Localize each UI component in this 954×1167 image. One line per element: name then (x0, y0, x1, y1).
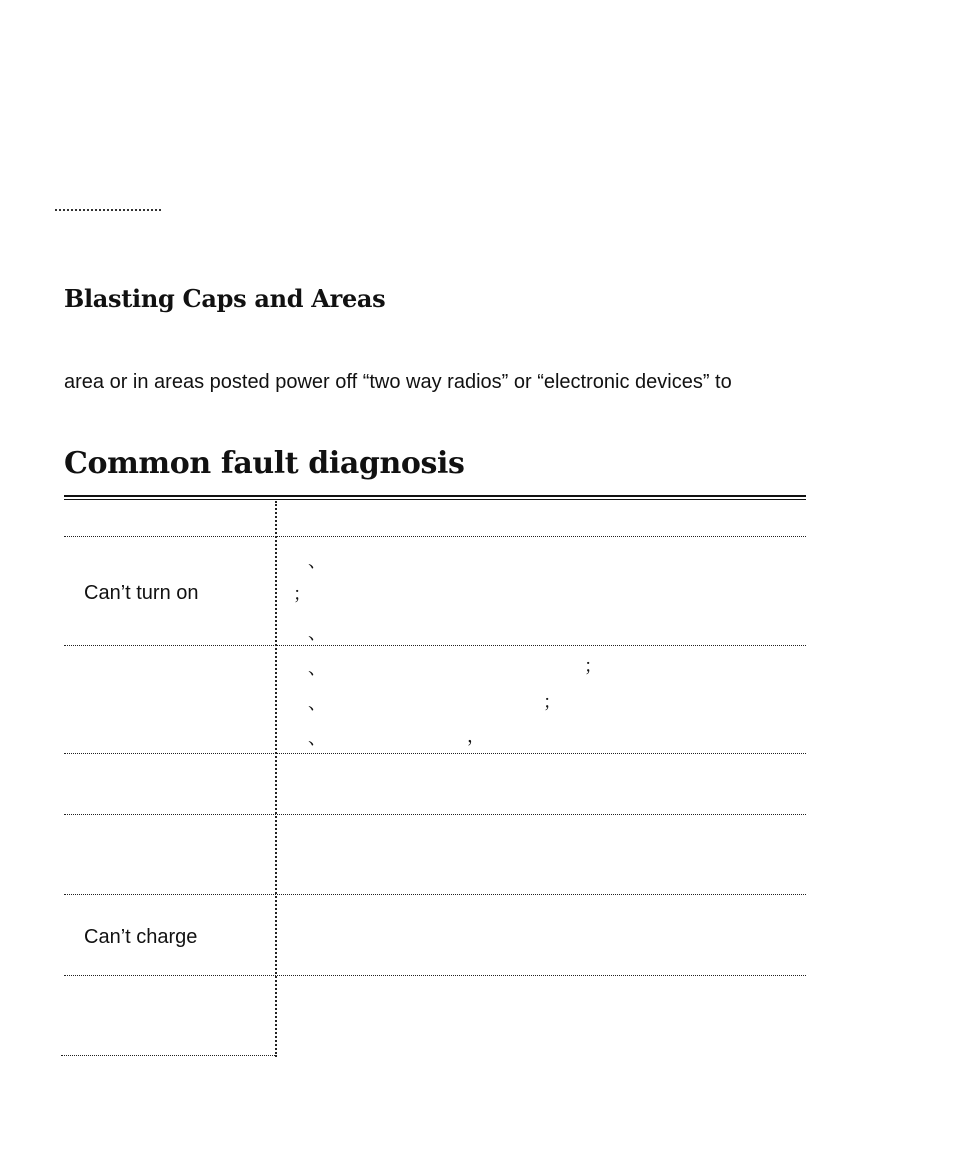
top-dotted-rule (55, 209, 161, 211)
table-row-divider (64, 814, 806, 815)
table-column-divider (275, 501, 277, 1057)
table-row-divider (64, 975, 806, 976)
blasting-caps-heading: Blasting Caps and Areas (64, 284, 386, 313)
list-mark: ； (584, 656, 602, 676)
list-mark: 、 (308, 658, 326, 678)
fault-diagnosis-heading: Common fault diagnosis (64, 446, 465, 481)
table-top-rule (64, 495, 806, 497)
list-mark: ； (293, 584, 311, 604)
table-row-divider (64, 753, 806, 754)
table-row-divider (64, 894, 806, 895)
list-mark: ， (467, 726, 485, 746)
problem-cant-turn-on: Can’t turn on (84, 582, 199, 604)
blasting-caps-text: area or in areas posted power off “two way radios” or “electronic devices” to (64, 371, 732, 393)
list-mark: 、 (308, 551, 326, 571)
list-mark: 、 (308, 728, 326, 748)
table-top-rule-inner (64, 499, 806, 500)
list-mark: 、 (308, 693, 326, 713)
table-bottom-rule (61, 1055, 277, 1056)
list-mark: ； (543, 692, 561, 712)
problem-cant-charge: Can’t charge (84, 926, 198, 948)
list-mark: 、 (308, 623, 326, 643)
table-row-divider (64, 645, 806, 646)
table-row-divider (64, 536, 806, 537)
